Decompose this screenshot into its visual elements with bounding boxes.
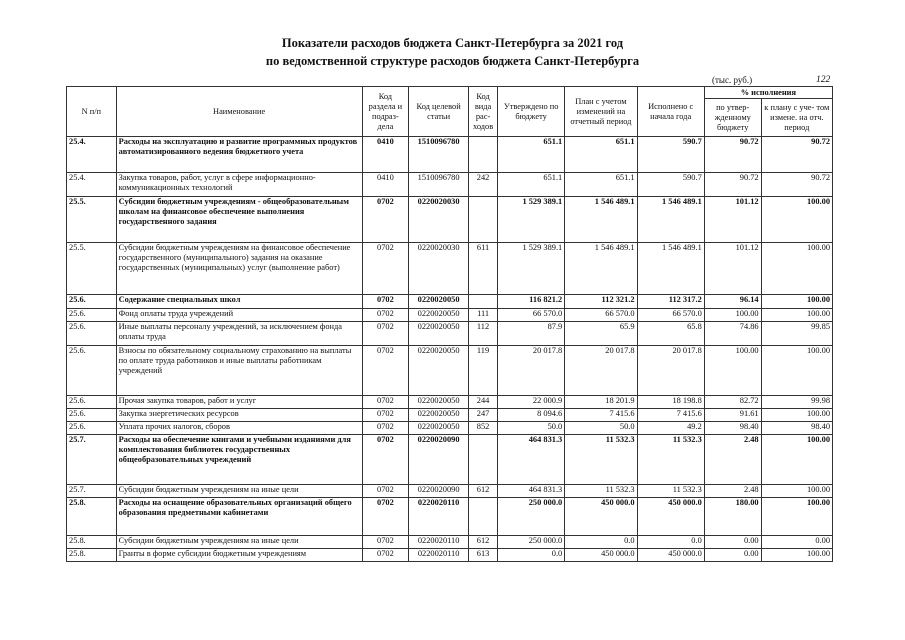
row-target-code: 0220020050 (409, 322, 469, 346)
row-pct-plan: 100.00 (761, 409, 832, 422)
table-row (67, 309, 833, 322)
row-num: 25.7. (67, 485, 117, 498)
row-num: 25.6. (67, 409, 117, 422)
row-target-code: 0220020030 (409, 243, 469, 295)
col-header-pct-plan: к плану с уче- том измене. на отч. период (761, 99, 832, 137)
table-row (67, 173, 833, 197)
table-body (67, 137, 833, 562)
page-number: 122 (816, 75, 831, 85)
table-row (67, 435, 833, 485)
row-pct-approved: 90.72 (704, 137, 761, 173)
row-name: Расходы на эксплуатацию и развитие программных продуктов автоматизированного ведения бюджетного учета (116, 137, 362, 173)
row-plan: 20 017.8 (565, 346, 637, 396)
row-executed: 11 532.3 (637, 485, 704, 498)
row-num: 25.6. (67, 309, 117, 322)
row-approved: 0.0 (498, 549, 565, 562)
row-name: Закупка энергетических ресурсов (116, 409, 362, 422)
row-name: Закупка товаров, работ, услуг в сфере информационно-коммуникационных технологий (116, 173, 362, 197)
row-approved: 464 831.3 (498, 485, 565, 498)
row-plan: 450 000.0 (565, 498, 637, 536)
row-target-code: 0220020050 (409, 396, 469, 409)
row-approved: 651.1 (498, 173, 565, 197)
row-section-code: 0702 (362, 485, 409, 498)
row-section-code: 0702 (362, 243, 409, 295)
table-row (67, 197, 833, 243)
table-row (67, 243, 833, 295)
row-pct-approved: 74.86 (704, 322, 761, 346)
row-approved: 66 570.0 (498, 309, 565, 322)
col-header-target-code: Код целевой статьи (409, 87, 469, 137)
row-type-code: 111 (469, 309, 498, 322)
row-type-code (469, 498, 498, 536)
table-row (67, 485, 833, 498)
row-plan: 1 546 489.1 (565, 197, 637, 243)
row-type-code: 244 (469, 396, 498, 409)
row-plan: 11 532.3 (565, 485, 637, 498)
row-section-code: 0410 (362, 137, 409, 173)
row-type-code: 612 (469, 536, 498, 549)
row-num: 25.8. (67, 549, 117, 562)
row-section-code: 0702 (362, 346, 409, 396)
row-pct-plan: 100.00 (761, 295, 832, 309)
row-pct-approved: 98.40 (704, 422, 761, 435)
row-approved: 116 821.2 (498, 295, 565, 309)
row-approved: 250 000.0 (498, 498, 565, 536)
row-target-code: 0220020110 (409, 549, 469, 562)
row-pct-approved: 100.00 (704, 309, 761, 322)
col-header-pct-group: % исполнения (704, 87, 832, 99)
row-name: Фонд оплаты труда учреждений (116, 309, 362, 322)
row-approved: 1 529 389.1 (498, 197, 565, 243)
row-plan: 11 532.3 (565, 435, 637, 485)
row-name: Расходы на обеспечение книгами и учебными изданиями для комплектования библиотек государственных общеобразовательных учреждений (116, 435, 362, 485)
row-target-code: 0220020050 (409, 346, 469, 396)
row-section-code: 0702 (362, 409, 409, 422)
row-name: Содержание специальных школ (116, 295, 362, 309)
row-target-code: 0220020030 (409, 197, 469, 243)
row-executed: 590.7 (637, 173, 704, 197)
row-section-code: 0702 (362, 536, 409, 549)
table-row (67, 536, 833, 549)
row-name: Взносы по обязательному социальному страхованию на выплаты по оплате труда работников и иные выплаты работникам учреждений (116, 346, 362, 396)
row-executed: 0.0 (637, 536, 704, 549)
row-type-code: 247 (469, 409, 498, 422)
row-pct-plan: 100.00 (761, 485, 832, 498)
row-name: Субсидии бюджетным учреждениям на финансовое обеспечение государственного (муниципального) задания на оказание государственных (муниципальных) услуг (выполнение работ) (116, 243, 362, 295)
row-pct-plan: 100.00 (761, 549, 832, 562)
row-pct-plan: 100.00 (761, 309, 832, 322)
report-title-line1: Показатели расходов бюджета Санкт-Петербурга за 2021 год (281, 36, 624, 50)
row-section-code: 0702 (362, 295, 409, 309)
row-pct-approved: 101.12 (704, 243, 761, 295)
row-type-code (469, 137, 498, 173)
row-plan: 651.1 (565, 137, 637, 173)
row-plan: 65.9 (565, 322, 637, 346)
row-plan: 7 415.6 (565, 409, 637, 422)
row-executed: 7 415.6 (637, 409, 704, 422)
row-section-code: 0702 (362, 396, 409, 409)
row-approved: 1 529 389.1 (498, 243, 565, 295)
row-name: Субсидии бюджетным учреждениям - общеобразовательным школам на финансовое обеспечение выполнения государственного задания (116, 197, 362, 243)
row-plan: 112 321.2 (565, 295, 637, 309)
row-pct-approved: 0.00 (704, 549, 761, 562)
row-type-code: 242 (469, 173, 498, 197)
row-plan: 50.0 (565, 422, 637, 435)
row-approved: 22 000.9 (498, 396, 565, 409)
units-label: (тыс. руб.) (712, 75, 753, 85)
table-row (67, 322, 833, 346)
row-num: 25.5. (67, 197, 117, 243)
row-type-code (469, 295, 498, 309)
row-type-code (469, 197, 498, 243)
row-approved: 50.0 (498, 422, 565, 435)
row-target-code: 0220020050 (409, 409, 469, 422)
row-target-code: 0220020110 (409, 536, 469, 549)
row-target-code: 1510096780 (409, 173, 469, 197)
row-target-code: 0220020090 (409, 435, 469, 485)
row-section-code: 0702 (362, 322, 409, 346)
table-row (67, 498, 833, 536)
row-executed: 1 546 489.1 (637, 197, 704, 243)
row-pct-approved: 180.00 (704, 498, 761, 536)
row-num: 25.6. (67, 295, 117, 309)
row-executed: 450 000.0 (637, 498, 704, 536)
table-row (67, 409, 833, 422)
row-executed: 1 546 489.1 (637, 243, 704, 295)
row-approved: 464 831.3 (498, 435, 565, 485)
row-section-code: 0702 (362, 498, 409, 536)
row-num: 25.5. (67, 243, 117, 295)
row-type-code (469, 435, 498, 485)
row-type-code: 852 (469, 422, 498, 435)
row-pct-approved: 91.61 (704, 409, 761, 422)
table-row (67, 396, 833, 409)
row-num: 25.7. (67, 435, 117, 485)
row-executed: 450 000.0 (637, 549, 704, 562)
table-row (67, 346, 833, 396)
row-num: 25.4. (67, 137, 117, 173)
table-row (67, 295, 833, 309)
table-row (67, 422, 833, 435)
row-executed: 590.7 (637, 137, 704, 173)
row-type-code: 611 (469, 243, 498, 295)
row-pct-plan: 0.00 (761, 536, 832, 549)
row-name: Расходы на оснащение образовательных организаций общего образования предметными кабинетами (116, 498, 362, 536)
row-target-code: 0220020090 (409, 485, 469, 498)
row-executed: 66 570.0 (637, 309, 704, 322)
row-num: 25.6. (67, 396, 117, 409)
row-approved: 651.1 (498, 137, 565, 173)
col-header-pct-approved: по утвер- жденному бюджету (704, 99, 761, 137)
row-type-code: 612 (469, 485, 498, 498)
row-num: 25.4. (67, 173, 117, 197)
row-plan: 66 570.0 (565, 309, 637, 322)
row-pct-approved: 2.48 (704, 435, 761, 485)
col-header-num: N п/п (67, 87, 117, 137)
row-num: 25.6. (67, 422, 117, 435)
row-name: Прочая закупка товаров, работ и услуг (116, 396, 362, 409)
row-pct-approved: 100.00 (704, 346, 761, 396)
row-executed: 65.8 (637, 322, 704, 346)
row-pct-plan: 100.00 (761, 498, 832, 536)
row-approved: 250 000.0 (498, 536, 565, 549)
row-executed: 112 317.2 (637, 295, 704, 309)
row-target-code: 0220020050 (409, 422, 469, 435)
row-pct-plan: 90.72 (761, 173, 832, 197)
row-plan: 1 546 489.1 (565, 243, 637, 295)
row-executed: 20 017.8 (637, 346, 704, 396)
row-section-code: 0702 (362, 197, 409, 243)
col-header-section-code: Код раздела и подраз- дела (362, 87, 409, 137)
row-target-code: 1510096780 (409, 137, 469, 173)
row-executed: 18 198.8 (637, 396, 704, 409)
row-plan: 18 201.9 (565, 396, 637, 409)
row-target-code: 0220020110 (409, 498, 469, 536)
row-section-code: 0702 (362, 549, 409, 562)
row-plan: 651.1 (565, 173, 637, 197)
row-pct-approved: 82.72 (704, 396, 761, 409)
report-title-line2: по ведомственной структуре расходов бюджета Санкт-Петербурга (265, 54, 640, 68)
row-pct-plan: 100.00 (761, 243, 832, 295)
row-num: 25.8. (67, 536, 117, 549)
row-pct-approved: 0.00 (704, 536, 761, 549)
row-type-code: 112 (469, 322, 498, 346)
row-num: 25.6. (67, 346, 117, 396)
row-plan: 0.0 (565, 536, 637, 549)
row-type-code: 119 (469, 346, 498, 396)
row-section-code: 0702 (362, 435, 409, 485)
row-pct-plan: 99.98 (761, 396, 832, 409)
row-pct-approved: 96.14 (704, 295, 761, 309)
row-target-code: 0220020050 (409, 295, 469, 309)
row-pct-plan: 100.00 (761, 346, 832, 396)
row-pct-approved: 90.72 (704, 173, 761, 197)
row-pct-plan: 100.00 (761, 435, 832, 485)
row-executed: 49.2 (637, 422, 704, 435)
row-approved: 20 017.8 (498, 346, 565, 396)
row-num: 25.6. (67, 322, 117, 346)
row-pct-approved: 101.12 (704, 197, 761, 243)
row-section-code: 0410 (362, 173, 409, 197)
row-target-code: 0220020050 (409, 309, 469, 322)
row-approved: 87.9 (498, 322, 565, 346)
row-section-code: 0702 (362, 422, 409, 435)
row-approved: 8 094.6 (498, 409, 565, 422)
row-pct-plan: 98.40 (761, 422, 832, 435)
row-pct-plan: 90.72 (761, 137, 832, 173)
table-row (67, 137, 833, 173)
row-pct-approved: 2.48 (704, 485, 761, 498)
row-name: Гранты в форме субсидии бюджетным учреждениям (116, 549, 362, 562)
col-header-approved: Утверждено по бюджету (498, 87, 565, 137)
row-plan: 450 000.0 (565, 549, 637, 562)
row-name: Иные выплаты персоналу учреждений, за исключением фонда оплаты труда (116, 322, 362, 346)
row-name: Уплата прочих налогов, сборов (116, 422, 362, 435)
table-row (67, 549, 833, 562)
expenditure-table (66, 86, 833, 562)
col-header-name: Наименование (116, 87, 362, 137)
row-section-code: 0702 (362, 309, 409, 322)
col-header-plan: План с учетом изменений на отчетный период (565, 87, 637, 137)
row-pct-plan: 99.85 (761, 322, 832, 346)
col-header-executed: Исполнено с начала года (637, 87, 704, 137)
row-name: Субсидии бюджетным учреждениям на иные цели (116, 536, 362, 549)
row-pct-plan: 100.00 (761, 197, 832, 243)
row-name: Субсидии бюджетным учреждениям на иные цели (116, 485, 362, 498)
row-executed: 11 532.3 (637, 435, 704, 485)
row-num: 25.8. (67, 498, 117, 536)
row-type-code: 613 (469, 549, 498, 562)
col-header-type-code: Код вида рас- ходов (469, 87, 498, 137)
